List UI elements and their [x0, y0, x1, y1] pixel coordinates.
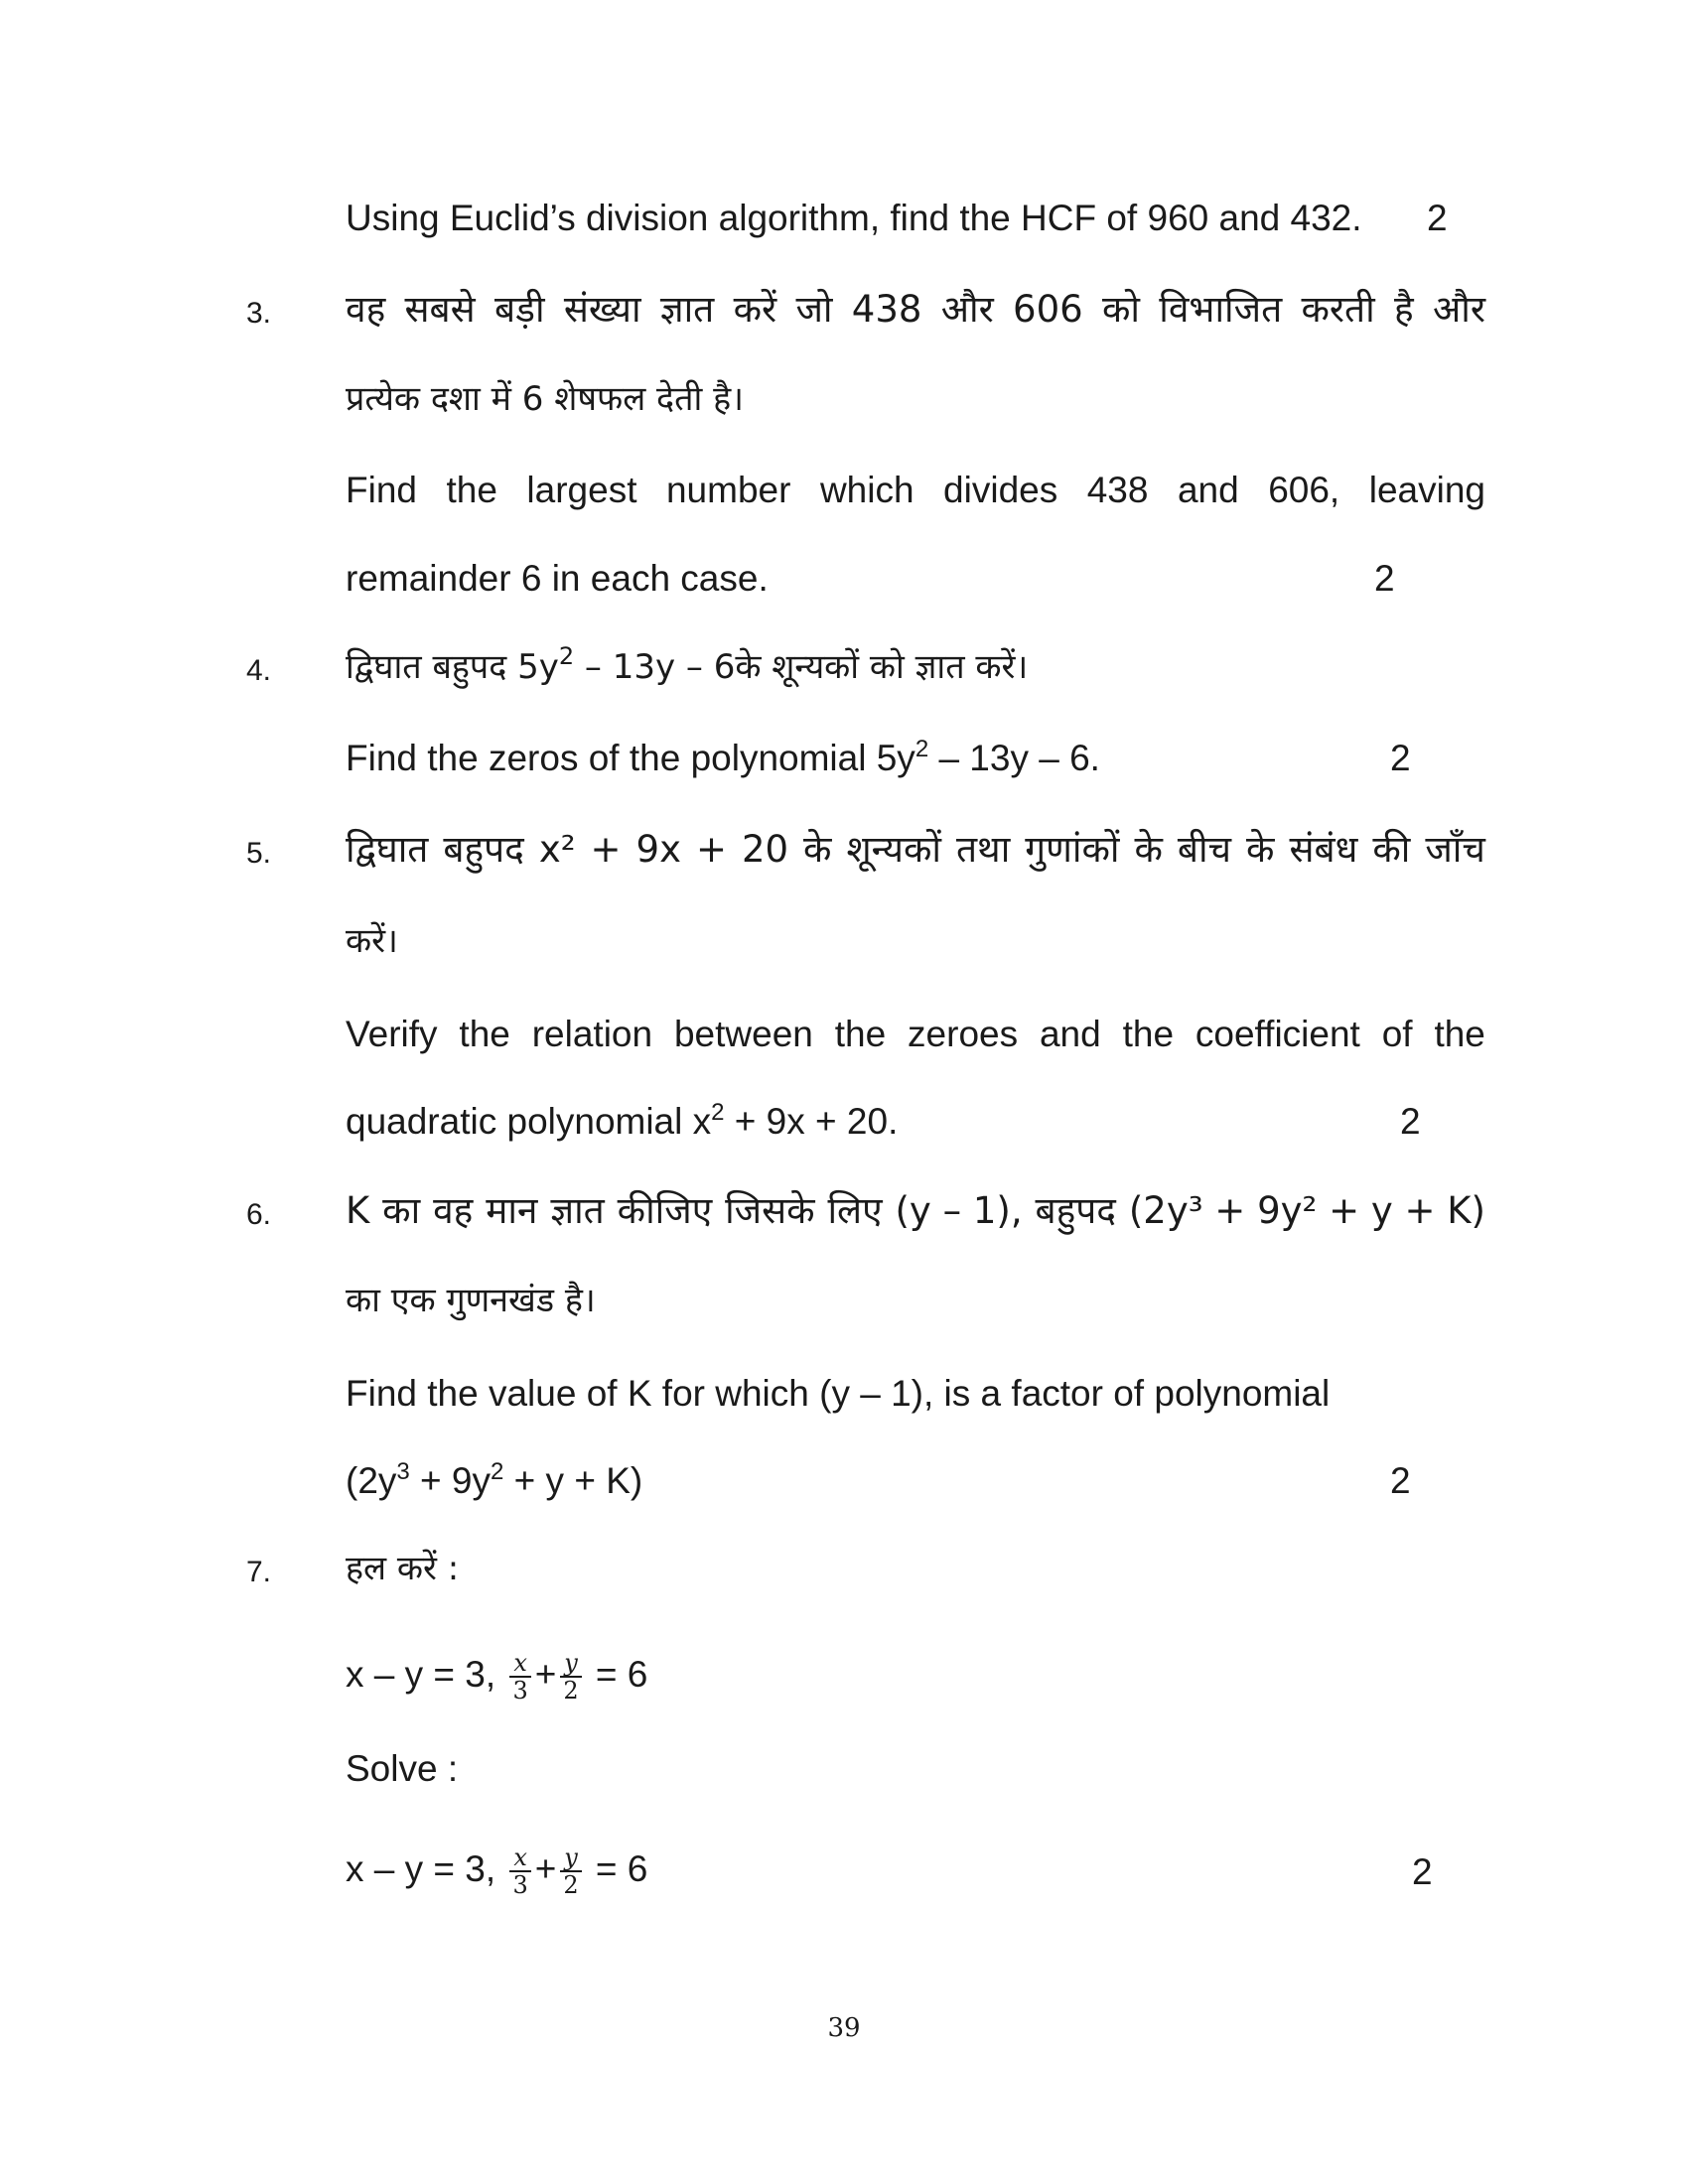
q4-hindi-line [346, 643, 1028, 691]
q3-hindi-word: करें [733, 288, 777, 331]
q6-hindi-word: मान [486, 1189, 538, 1232]
q6-polynomial [346, 1457, 642, 1505]
q4-english-sup: 2 [914, 736, 929, 762]
q5-hindi-word: 9x [635, 828, 681, 871]
q5-hindi-word: तथा [955, 828, 1011, 871]
q5-english-word: coefficient [1195, 1014, 1360, 1054]
q2-english: Using Euclid’s division algorithm, find the HCF of 960 and 432. [346, 198, 1362, 238]
q6-hindi-line2: का एक गुणनखंड है। [346, 1281, 596, 1320]
q7-equation-hindi [346, 1650, 647, 1704]
q5-english-word: Verify [346, 1014, 438, 1054]
q3-english-word: and [1177, 470, 1239, 510]
q7-frac2-den: 2 [563, 1677, 579, 1705]
q3-hindi-word: और [940, 288, 994, 331]
q4-marks: 2 [1390, 738, 1411, 778]
q6-hindi-word: (2y³ + 9y² + y + K) [1128, 1189, 1485, 1232]
q5-english-word: of [1381, 1014, 1413, 1054]
q4-hindi-sup: 2 [558, 642, 575, 670]
q5-hindi-word: के [1134, 828, 1163, 871]
q3-hindi-word: है [1394, 288, 1414, 331]
q6-hindi-word: बहुपद [1035, 1189, 1116, 1232]
q3-english-word: 438 [1086, 470, 1149, 510]
q5-english-word: between [673, 1014, 813, 1054]
q7-eq-prefix: x – y = 3, [346, 1653, 496, 1695]
q7-frac1-den: 3 [512, 1677, 528, 1705]
q4-english-a: Find the zeros of the polynomial 5y [346, 738, 915, 778]
q7-fraction-y-over-2 [560, 1650, 581, 1704]
q3-marks: 2 [1374, 558, 1395, 599]
q5-hindi-word: बीच [1177, 828, 1232, 871]
q3-english-word: the [446, 470, 497, 510]
q7-plus: + [534, 1653, 557, 1695]
q6-hindi-word: (y – 1), [895, 1189, 1023, 1232]
q3-hindi-word: जो [795, 288, 833, 331]
q3-hindi-word: को [1101, 288, 1140, 331]
q6-hindi-word: ज्ञात [550, 1189, 605, 1232]
q7-frac2-num: y [560, 1650, 581, 1678]
q5-hindi-word: + [590, 828, 622, 871]
q3-english-word: 606, [1268, 470, 1340, 510]
q7-frac4-num: y [560, 1844, 581, 1872]
q2-marks: 2 [1427, 198, 1448, 238]
q6-poly-sup2: 2 [491, 1458, 504, 1485]
q6-poly-c: + y + K) [503, 1460, 643, 1501]
q5-english-word: the [1122, 1014, 1175, 1054]
q6-poly-sup1: 3 [396, 1458, 410, 1485]
q5-english-word: relation [531, 1014, 653, 1054]
q2-english-text [346, 195, 1362, 242]
q7-marks: 2 [1412, 1851, 1433, 1892]
q3-hindi-word: 606 [1013, 288, 1083, 331]
q5-hindi-word: के [1246, 828, 1275, 871]
q5-hindi-line2: करें। [346, 921, 398, 961]
q5-english-word: the [459, 1014, 510, 1054]
q4-english-b: – 13y – 6. [928, 738, 1100, 778]
q5-hindi-word: की [1372, 828, 1411, 871]
q6-poly-a: (2y [346, 1460, 397, 1501]
q6-hindi-word: का [382, 1189, 421, 1232]
q5-hindi-word: बहुपद [443, 828, 524, 871]
q6-marks: 2 [1390, 1460, 1411, 1501]
q6-number: 6. [246, 1198, 272, 1231]
q6-hindi-word: K [346, 1189, 370, 1232]
q5-hindi-word: 20 [741, 828, 789, 871]
q6-poly-b: + 9y [409, 1460, 492, 1501]
q3-hindi-word: विभाजित [1159, 288, 1283, 331]
q3-english-word: which [819, 470, 914, 510]
q3-hindi-word: बड़ी [494, 288, 545, 331]
q3-number: 3. [246, 297, 272, 330]
q3-english-word: largest [526, 470, 637, 510]
q3-english-word: divides [943, 470, 1058, 510]
q3-english-word: leaving [1368, 470, 1485, 510]
q6-english-line1: Find the value of K for which (y – 1), is a factor of polynomial [346, 1373, 1331, 1414]
q7-eq2-prefix: x – y = 3, [346, 1847, 496, 1889]
q3-english-line2: remainder 6 in each case. [346, 558, 769, 599]
q7-solve-label: Solve : [346, 1748, 459, 1789]
page-number: 39 [827, 2013, 861, 2043]
q5-english-b: + 9x + 20. [724, 1101, 899, 1142]
q5-number: 5. [246, 837, 272, 870]
q5-hindi-line1 [346, 826, 1485, 874]
q7-eq-suffix: = 6 [595, 1653, 648, 1695]
q5-hindi-word: संबंध [1289, 828, 1358, 871]
q6-hindi-word: वह [433, 1189, 474, 1232]
q5-english-word: and [1039, 1014, 1101, 1054]
q3-english-word: Find [346, 470, 417, 510]
q5-hindi-word: गुणांकों [1025, 828, 1120, 871]
q7-fraction-x-over-3 [509, 1650, 530, 1704]
q3-hindi-word: सबसे [404, 288, 476, 331]
q7-frac3-num: x [509, 1844, 530, 1872]
q3-hindi-line2: प्रत्येक दशा में 6 शेषफल देती है। [346, 379, 745, 419]
q4-hindi-b: – 13y – 6के शून्यकों को ज्ञात करें। [574, 647, 1029, 687]
q5-english-line1 [346, 1011, 1485, 1058]
q3-hindi-word: वह [346, 288, 386, 331]
q6-hindi-line1 [346, 1187, 1485, 1235]
q3-english-line1 [346, 467, 1485, 514]
q6-hindi-word: कीजिए [617, 1189, 713, 1232]
q5-english-word: the [834, 1014, 887, 1054]
q7-fraction2-y-over-2 [560, 1844, 581, 1898]
q3-hindi-word: 438 [851, 288, 922, 331]
q7-fraction2-x-over-3 [509, 1844, 530, 1898]
q5-hindi-word: के [803, 828, 832, 871]
q3-hindi-line1 [346, 286, 1485, 334]
q3-hindi-word: ज्ञात [659, 288, 715, 331]
q5-english-word: the [1434, 1014, 1485, 1054]
q7-number: 7. [246, 1556, 272, 1588]
q5-english-word: zeroes [908, 1014, 1019, 1054]
q5-hindi-word: + [695, 828, 727, 871]
q6-hindi-word: लिए [827, 1189, 883, 1232]
q5-hindi-word: x² [538, 828, 576, 871]
q7-hindi: हल करें : [346, 1549, 460, 1588]
q7-frac3-den: 3 [512, 1871, 528, 1899]
q5-marks: 2 [1400, 1101, 1421, 1142]
q4-hindi-a: द्विघात बहुपद 5y [346, 647, 559, 687]
q3-hindi-word: और [1433, 288, 1485, 331]
q7-eq2-suffix: = 6 [595, 1847, 648, 1889]
q5-english-a: quadratic polynomial x [346, 1101, 712, 1142]
q6-hindi-word: जिसके [725, 1189, 815, 1232]
q5-hindi-word: जाँच [1425, 828, 1485, 871]
q7-equation-english [346, 1844, 647, 1898]
q3-english-word: number [665, 470, 791, 510]
q7-plus2: + [534, 1847, 557, 1889]
q5-english-line2 [346, 1098, 898, 1146]
q5-hindi-word: शून्यकों [846, 828, 941, 871]
q7-frac1-num: x [509, 1650, 530, 1678]
q4-english-line [346, 735, 1100, 782]
q5-hindi-word: द्विघात [346, 828, 429, 871]
q7-frac4-den: 2 [563, 1871, 579, 1899]
q4-number: 4. [246, 654, 272, 687]
q5-english-sup: 2 [711, 1099, 725, 1126]
q3-hindi-word: करती [1301, 288, 1375, 331]
q3-hindi-word: संख्या [563, 288, 641, 331]
